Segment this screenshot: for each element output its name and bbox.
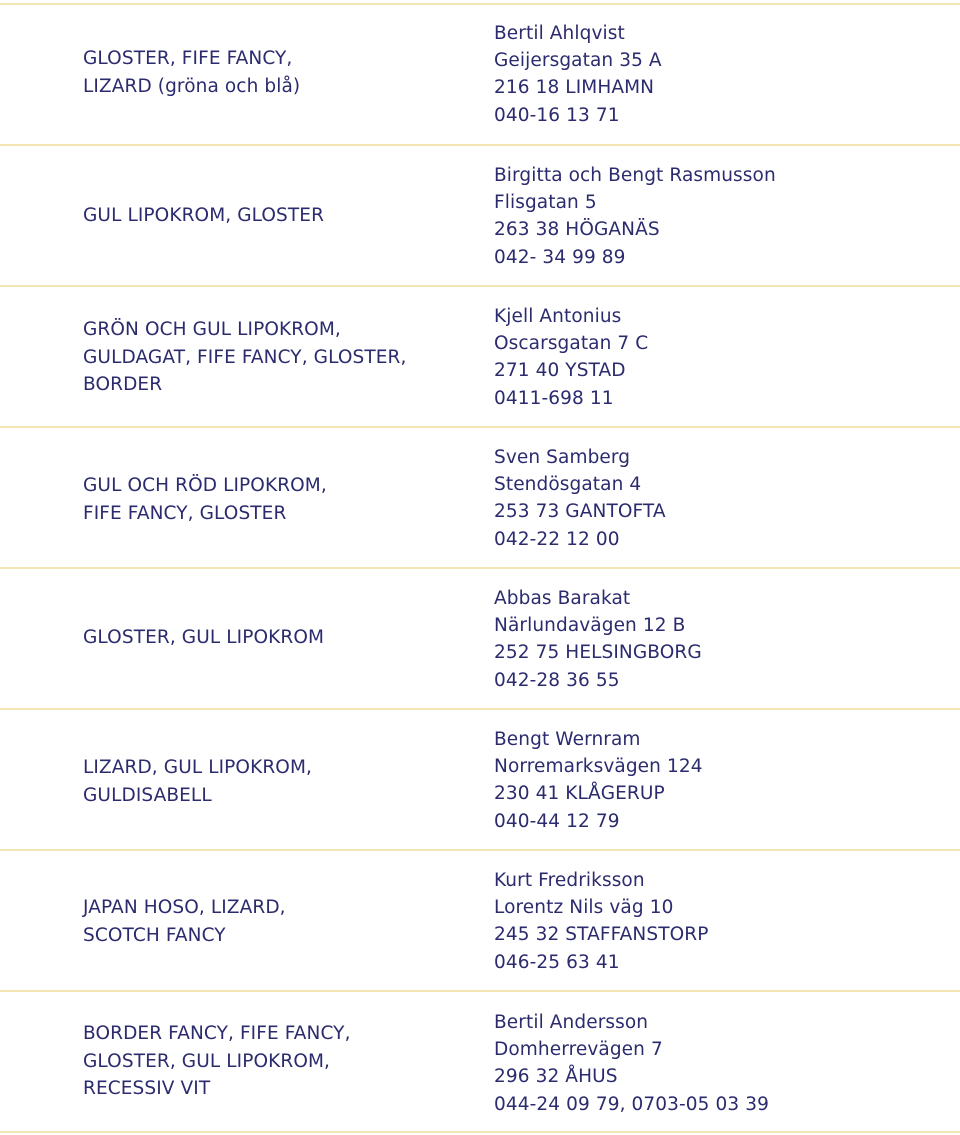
contact-phone: 042-22 12 00: [494, 528, 620, 550]
contact-name: Birgitta och Bengt Rasmusson: [494, 165, 776, 186]
breed-list: GUL LIPOKROM, GLOSTER: [83, 205, 325, 226]
divider: [0, 567, 960, 569]
divider: [0, 285, 960, 287]
contact-name: Kjell Antonius: [494, 306, 622, 327]
contact-block: [494, 726, 954, 835]
contact-phone: 0411-698 11: [494, 387, 614, 409]
breed-list: GRÖN OCH GUL LIPOKROM, GULDAGAT, FIFE FANCY, GLOSTER, BORDER: [83, 319, 407, 395]
contact-postal: 271 40 YSTAD: [494, 360, 626, 382]
contact-street: Domherrevägen 7: [494, 1039, 663, 1061]
contact-street: Oscarsgatan 7 C: [494, 333, 649, 355]
contact-block: [494, 444, 954, 553]
contact-street: Lorentz Nils väg 10: [494, 897, 674, 919]
divider: [0, 990, 960, 992]
contact-name: Kurt Fredriksson: [494, 870, 645, 891]
divider: [0, 708, 960, 710]
contact-name: Bertil Ahlqvist: [494, 23, 625, 44]
contact-name: Bengt Wernram: [494, 729, 641, 750]
contact-name: Bertil Andersson: [494, 1012, 649, 1033]
contact-street: Geijersgatan 35 A: [494, 50, 662, 72]
contact-name: Sven Samberg: [494, 447, 631, 468]
contact-postal: 296 32 ÅHUS: [494, 1066, 618, 1088]
divider: [0, 3, 960, 5]
contact-phone: 046-25 63 41: [494, 951, 620, 973]
contact-block: [494, 303, 954, 412]
contact-name: Abbas Barakat: [494, 588, 631, 609]
contact-phone: 040-44 12 79: [494, 810, 620, 832]
divider: [0, 426, 960, 428]
breed-list: GLOSTER, GUL LIPOKROM: [83, 627, 325, 648]
contact-postal: 230 41 KLÅGERUP: [494, 783, 665, 805]
contact-phone: 040-16 13 71: [494, 104, 620, 126]
contact-block: [494, 585, 954, 694]
contact-postal: 245 32 STAFFANSTORP: [494, 924, 709, 946]
breed-list: JAPAN HOSO, LIZARD, SCOTCH FANCY: [83, 897, 286, 946]
breed-list: LIZARD, GUL LIPOKROM, GULDISABELL: [83, 757, 312, 806]
contact-phone: 042- 34 99 89: [494, 246, 626, 268]
divider: [0, 849, 960, 851]
contact-block: [494, 162, 954, 271]
contact-postal: 263 38 HÖGANÄS: [494, 219, 660, 241]
contact-block: [494, 867, 954, 976]
divider: [0, 1131, 960, 1133]
contact-street: Norremarksvägen 124: [494, 756, 703, 778]
contact-street: Närlundavägen 12 B: [494, 615, 686, 637]
breed-list: BORDER FANCY, FIFE FANCY, GLOSTER, GUL LIPOKROM, RECESSIV VIT: [83, 1023, 351, 1099]
breed-list: GUL OCH RÖD LIPOKROM, FIFE FANCY, GLOSTER: [83, 475, 327, 524]
contact-postal: 253 73 GANTOFTA: [494, 501, 666, 523]
contact-street: Flisgatan 5: [494, 192, 597, 214]
contact-street: Stendösgatan 4: [494, 474, 642, 496]
contact-phone: 044-24 09 79, 0703-05 03 39: [494, 1093, 769, 1115]
divider: [0, 144, 960, 146]
contact-postal: 216 18 LIMHAMN: [494, 77, 655, 99]
contact-block: [494, 20, 954, 129]
contact-phone: 042-28 36 55: [494, 669, 620, 691]
breed-list: GLOSTER, FIFE FANCY, LIZARD (gröna och blå): [83, 48, 301, 97]
contact-block: [494, 1009, 954, 1118]
contact-postal: 252 75 HELSINGBORG: [494, 642, 702, 664]
